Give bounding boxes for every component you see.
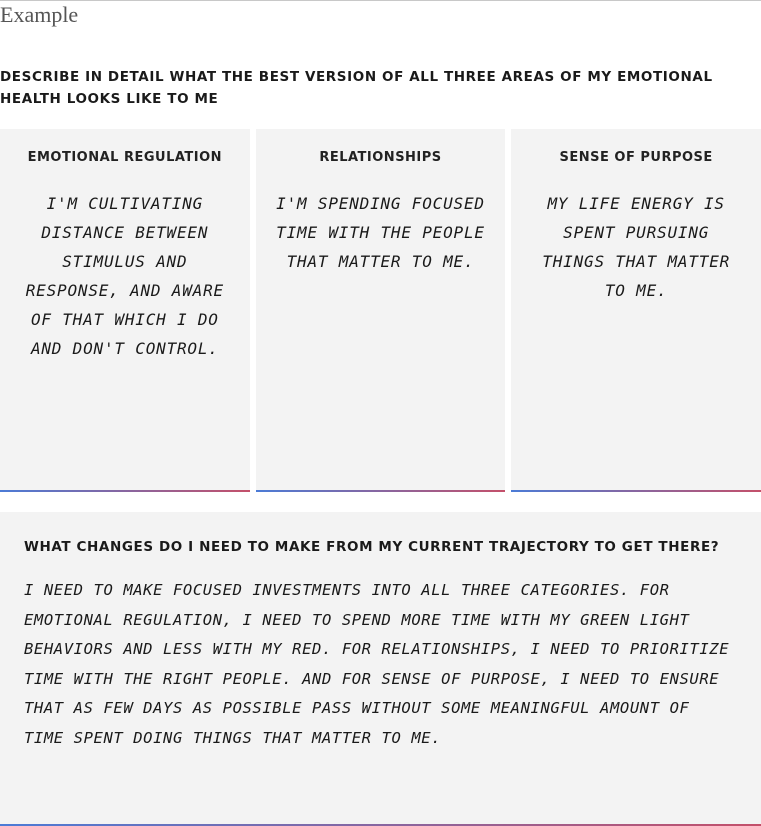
example-label: Example <box>0 2 79 27</box>
area-answer: I'M CULTIVATING DISTANCE BETWEEN STIMULUS AND RESPONSE, AND AWARE OF THAT WHICH I DO AND DON'T CONTROL. <box>25 194 224 358</box>
changes-card <box>0 512 761 826</box>
area-title: EMOTIONAL REGULATION <box>27 150 223 165</box>
area-answer: I'M SPENDING FOCUSED TIME WITH THE PEOPLE THAT MATTER TO ME. <box>276 194 485 271</box>
area-title: SENSE OF PURPOSE <box>559 150 713 165</box>
emotional-health-areas <box>0 129 761 492</box>
prompt-heading: DESCRIBE IN DETAIL WHAT THE BEST VERSION OF ALL THREE AREAS OF MY EMOTIONAL HEALTH LOOKS LIKE TO ME <box>0 69 713 107</box>
changes-answer: I NEED TO MAKE FOCUSED INVESTMENTS INTO ALL THREE CATEGORIES. FOR EMOTIONAL REGULATION, I NEED TO SPEND MORE TIME WITH MY GREEN LIGHT BEHAVIORS AND LESS WITH MY RED. FOR RELATIONSHIPS, I NEED TO PRIORITIZE TIME WITH THE RIGHT PEOPLE. AND FOR SENSE OF PURPOSE, I NEED TO ENSURE THAT AS FEW DAYS AS POSSIBLE PASS WITHOUT SOME MEANINGFUL AMOUNT OF TIME SPENT DOING THINGS THAT MATTER TO ME. <box>24 581 730 747</box>
area-answer: MY LIFE ENERGY IS SPENT PURSUING THINGS THAT MATTER TO ME. <box>542 194 731 300</box>
area-card-sense-of-purpose <box>511 129 761 492</box>
top-divider <box>0 0 761 1</box>
changes-heading: WHAT CHANGES DO I NEED TO MAKE FROM MY CURRENT TRAJECTORY TO GET THERE? <box>24 539 720 555</box>
area-title: RELATIONSHIPS <box>319 150 442 165</box>
area-card-emotional-regulation <box>0 129 250 492</box>
area-card-relationships <box>256 129 506 492</box>
